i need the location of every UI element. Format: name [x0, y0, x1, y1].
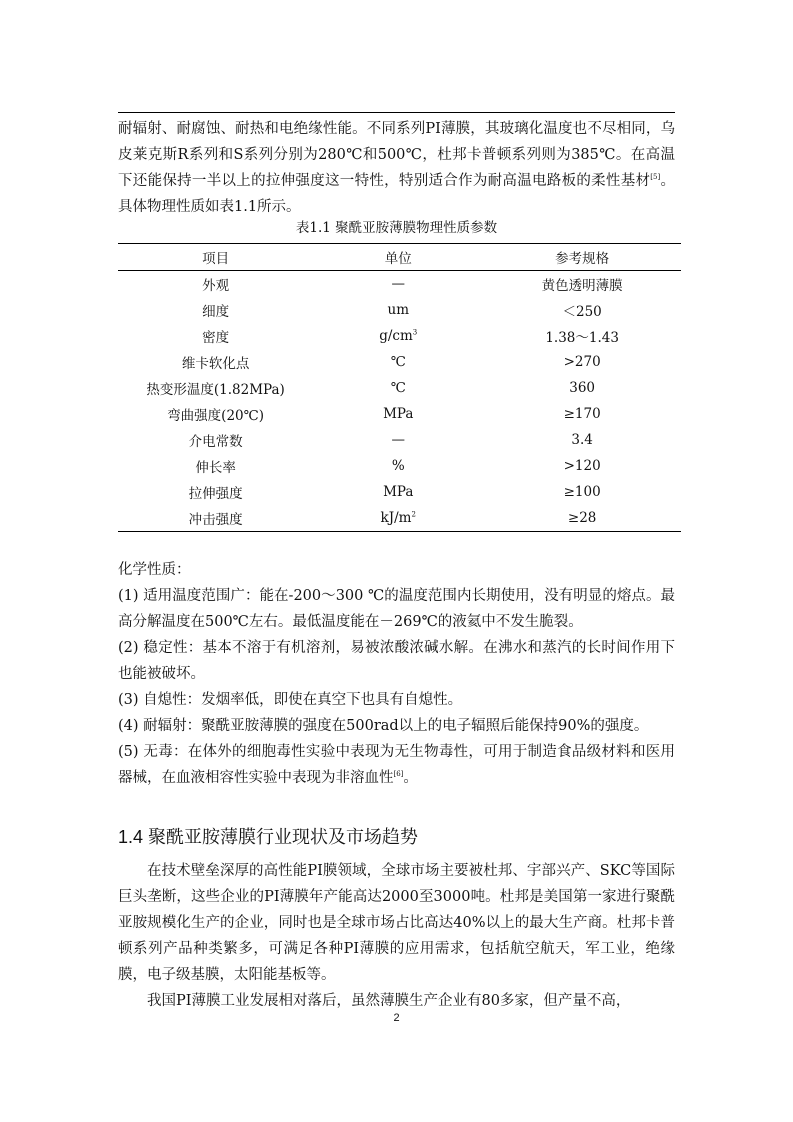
header-spec: 参考规格	[483, 244, 681, 271]
header-item: 项目	[118, 244, 313, 271]
cell-spec: ≥100	[563, 484, 601, 500]
cell-spec: ≥170	[563, 406, 601, 422]
cell-spec: 黄色透明薄膜	[541, 278, 623, 294]
properties-table	[118, 243, 681, 532]
cell-unit: $kJ/m^2$	[313, 505, 483, 532]
chemical-title: 化学性质：	[118, 562, 191, 578]
unit-superscript: 2	[411, 510, 416, 519]
cell-item: 细度	[202, 304, 230, 320]
cell-item: 热变形温度(1.82MPa)	[146, 382, 285, 398]
cell-unit: ℃	[390, 354, 406, 370]
cell-spec: >270	[563, 354, 601, 370]
cell-unit: $g/cm^3$	[379, 328, 418, 344]
table-row	[118, 271, 681, 298]
table-row	[118, 401, 681, 427]
cell-spec: ≥28	[483, 505, 681, 532]
cell-item: 冲击强度	[118, 505, 313, 532]
page-number: 2	[393, 1012, 400, 1024]
table-header-row	[118, 244, 681, 271]
cell-item: 密度	[202, 330, 230, 346]
cell-unit: ℃	[390, 380, 406, 396]
chemical-item: (2) 稳定性：基本不溶于有机溶剂，易被浓酸浓碱水解。在沸水和蒸汽的长时间作用下也能被破坏。	[118, 640, 675, 682]
cell-unit: MPa	[383, 406, 414, 422]
cell-unit: %	[391, 458, 405, 474]
cell-spec: 1.38～1.43	[545, 330, 619, 346]
cell-item: 伸长率	[195, 460, 236, 476]
section-paragraph: 在技术壁垒深厚的高性能PI膜领域，全球市场主要被杜邦、宇部兴产、SKC等国际巨头垄断，这些企业的PI薄膜年产能高达2000至3000吨。杜邦是美国第一家进行聚酰亚胺规模化生产的企业，同时也是全球市场占比高达40%以上的最大生产商。杜邦卡普顿系列产品种类繁多，可满足各种PI薄膜的应用需求，包括航空航天，军工业，绝缘膜，电子级基膜，太阳能基板等。	[118, 863, 675, 983]
cell-item: 拉伸强度	[188, 486, 243, 502]
table-row	[118, 505, 681, 532]
intro-text: 耐辐射、耐腐蚀、耐热和电绝缘性能。不同系列PI薄膜，其玻璃化温度也不尽相同，乌皮莱克斯R系列和S系列分别为280℃和500℃，杜邦卡普顿系列则为385℃。在高温下还能保持一半以上的拉伸强度这一特性，特别适合作为耐高温电路板的柔性基材	[118, 121, 675, 189]
cell-item: 弯曲强度(20℃)	[167, 408, 265, 424]
cell-unit: —	[391, 276, 405, 292]
table-row	[118, 375, 681, 401]
section-heading: 1.4 聚酰亚胺薄膜行业现状及市场趋势	[118, 827, 419, 847]
chemical-item: (1) 适用温度范围广：能在-200～300 ℃的温度范围内长期使用，没有明显的熔点。最高分解温度在500℃左右。最低温度能在－269℃的液氦中不发生脆裂。	[118, 588, 675, 630]
unit-superscript: 3	[412, 328, 418, 337]
cell-spec: ＜250	[562, 304, 602, 320]
table-row	[118, 297, 681, 323]
citation-ref: [6]	[393, 770, 404, 779]
header-unit: 单位	[313, 244, 483, 271]
cell-spec: 360	[569, 380, 596, 396]
cell-item: 维卡软化点	[181, 356, 250, 372]
table-row	[118, 453, 681, 479]
table-row	[118, 323, 681, 349]
cell-spec: 3.4	[571, 432, 593, 448]
table-row	[118, 427, 681, 453]
cell-unit: um	[387, 302, 409, 318]
header-rule	[118, 112, 675, 113]
table-row	[118, 349, 681, 375]
cell-spec: >120	[563, 458, 601, 474]
cell-unit: —	[391, 432, 405, 448]
cell-unit: MPa	[383, 484, 414, 500]
intro-paragraph	[118, 116, 675, 220]
chemical-item: (4) 耐辐射：聚酰亚胺薄膜的强度在500rad以上的电子辐照后能保持90%的强度。	[118, 718, 649, 734]
chemical-properties	[118, 557, 675, 791]
table-caption: 表1.1 聚酰亚胺薄膜物理性质参数	[295, 220, 498, 236]
chemical-item: (3) 自熄性：发烟率低，即使在真空下也具有自熄性。	[118, 692, 463, 708]
intro-tail: 。具体物理性质如表1.1所示。	[118, 173, 676, 215]
section-paragraph: 我国PI薄膜工业发展相对落后，虽然薄膜生产企业有80多家，但产量不高，	[147, 993, 631, 1009]
chemical-item: (5) 无毒：在体外的细胞毒性实验中表现为无生物毒性，可用于制造食品级材料和医用器械，在血液相容性实验中表现为非溶血性[6]。	[118, 744, 675, 786]
cell-item: 外观	[202, 278, 230, 294]
cell-item: 介电常数	[188, 434, 243, 450]
section-body	[118, 858, 675, 1014]
citation-ref: [5]	[650, 173, 661, 182]
table-row	[118, 479, 681, 505]
